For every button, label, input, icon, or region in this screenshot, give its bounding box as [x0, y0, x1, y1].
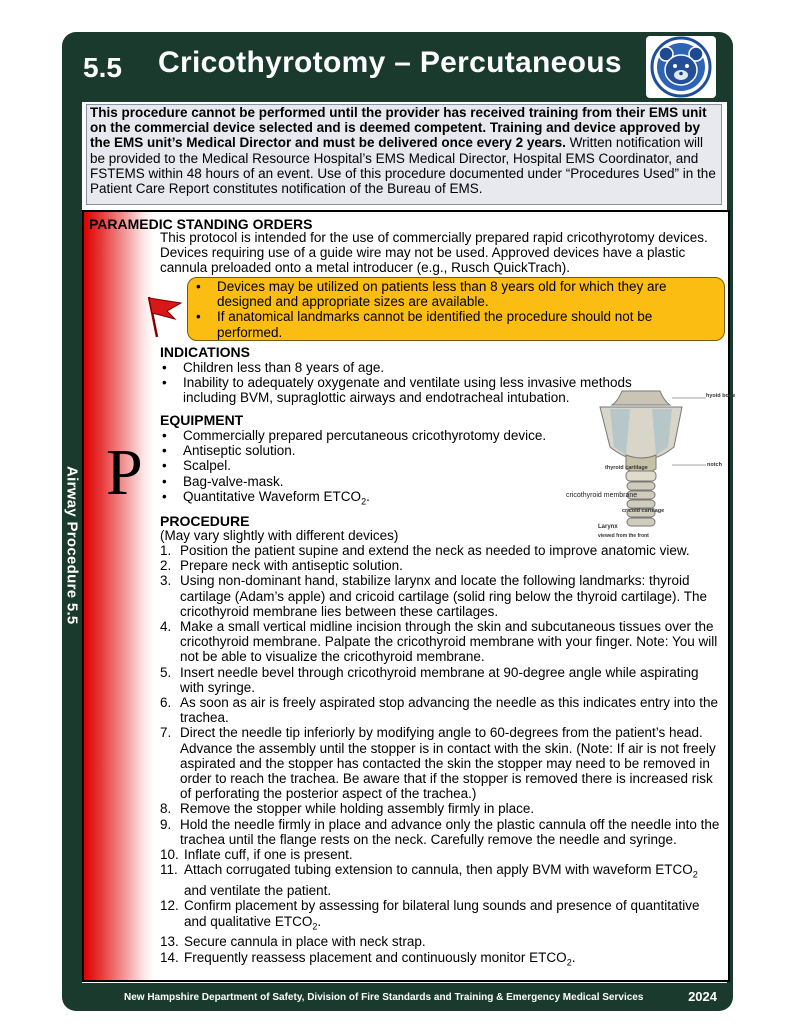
- diagram-label-thyroid: thyroid cartilage: [605, 465, 648, 471]
- diagram-label-notch: notch: [707, 462, 722, 468]
- diagram-label-cricoid: cricoid cartilage: [622, 508, 665, 514]
- training-notice: [86, 104, 722, 205]
- procedure-step: 5. Insert needle bevel through cricothyroid membrane at 90-degree angle while aspirating with syringe.: [160, 664, 699, 695]
- list-item: • Commercially prepared percutaneous cricothyrotomy device.: [162, 428, 547, 443]
- diagram-label-view: viewed from the front: [598, 533, 649, 539]
- red-flag-icon: [143, 293, 185, 339]
- list-item: • Scalpel.: [162, 458, 232, 474]
- notice-text: Written notification will be provided to the Medical Resource Hospital’s EMS Medical Director, Hospital EMS Coordinator, and FSTEMS within 48 hours of an event. Use of this procedure documented under “Procedures Used” in the Patient Care Report constitutes notification of the Bureau of EMS.: [90, 135, 716, 197]
- procedure-list: [160, 543, 720, 971]
- standing-orders-intro: This protocol is intended for the use of commercially prepared rapid cricothyrotomy devices. Devices requiring use of a guide wire may not be used. Approved devices have a plastic cannula preloaded onto a metal introducer (e.g., Rusch QuickTrach).: [160, 230, 708, 276]
- indications-heading: INDICATIONS: [160, 344, 250, 360]
- list-item: • Inability to adequately oxygenate and ventilate using less invasive methods including BVM, supraglottic airways and endotracheal intubation.: [162, 375, 632, 406]
- procedure-step: 2. Prepare neck with antiseptic solution.: [160, 558, 403, 574]
- diagram-label-larynx: Larynx: [598, 524, 618, 530]
- section-number: 5.5: [83, 52, 122, 83]
- procedure-step: 3. Using non-dominant hand, stabilize larynx and locate the following landmarks: thyroid cartilage (Adam’s apple) and cricoid cartilage (solid ring below the thyroid cartilage). The cricothyroid membrane lies between these cartilages.: [160, 573, 708, 619]
- diagram-label-hyoid: hyoid bone: [706, 393, 736, 399]
- procedure-step: 7. Direct the needle tip inferiorly by modifying angle to 60-degrees from the patient’s head. Advance the assembly until the stopper is in contact with the skin. (Note: If air is not freely aspirated and the stopper has contacted the skin the stopper may need to be removed in order to reach the trachea. Be aware that if the stopper is removed there is increased risk of perforating the posterior aspect of the trachea.): [160, 725, 716, 802]
- equipment-list: [160, 428, 580, 510]
- procedure-step: 13. Secure cannula in place with neck strap.: [160, 934, 426, 950]
- procedure-subheading: (May vary slightly with different devices): [160, 528, 399, 543]
- procedure-step: 8. Remove the stopper while holding assembly firmly in place.: [160, 801, 535, 817]
- procedure-step: 9. Hold the needle firmly in place and advance only the plastic cannula off the needle into the trachea until the flange rests on the neck. Carefully remove the needle and syringe.: [160, 816, 720, 847]
- page-title: Cricothyrotomy – Percutaneous: [158, 46, 622, 79]
- list-item: • Children less than 8 years of age.: [162, 360, 385, 375]
- footer-bar: [62, 983, 733, 1011]
- callout-item: • Devices may be utilized on patients less than 8 years old for which they are designed and appropriate sizes are available.: [196, 279, 667, 310]
- callout-item: • If anatomical landmarks cannot be identified the procedure should not be performed.: [196, 309, 653, 340]
- paramedic-level-letter: P: [106, 436, 143, 509]
- procedure-step: 1. Position the patient supine and extend the neck as needed to improve anatomic view.: [160, 543, 690, 558]
- procedure-step: 4. Make a small vertical midline incision through the skin and subcutaneous tissues over the cricothyroid membrane. Palpate the cricothyroid membrane with your finger. Note: You will not be able to visualize the cricothyroid membrane.: [160, 619, 718, 665]
- equipment-heading: EQUIPMENT: [160, 412, 244, 428]
- notice-bold-text: This procedure cannot be performed until the provider has received training from their EMS unit on the commercial device selected and is deemed competent. Training and device approved by the EMS unit’s Medical Director and must be delivered once every 2 years.: [90, 105, 707, 151]
- side-label: Airway Procedure 5.5: [63, 465, 81, 625]
- teddy-bear-icon: [646, 36, 716, 98]
- footer-year: 2024: [688, 989, 717, 1004]
- list-item: • Bag-valve-mask.: [162, 473, 284, 489]
- list-item: • Quantitative Waveform $ETCO_2$.: [162, 488, 370, 507]
- footer-text: New Hampshire Department of Safety, Division of Fire Standards and Training & Emergency Medical Services: [124, 992, 644, 1003]
- standing-orders-heading: PARAMEDIC STANDING ORDERS: [89, 216, 313, 232]
- procedure-step: 12. Confirm placement by assessing for bilateral lung sounds and presence of quantitative and qualitative $ETCO_2$.: [160, 898, 700, 932]
- procedure-step: 10. Inflate cuff, if one is present.: [160, 847, 353, 863]
- procedure-step: 14. Frequently reassess placement and continuously monitor $ETCO_2$.: [160, 949, 576, 968]
- procedure-heading: PROCEDURE: [160, 513, 250, 529]
- larynx-diagram: [560, 385, 736, 550]
- procedure-step: 11. Attach corrugated tubing extension to cannula, then apply BVM with waveform $ETCO_2$ and ventilate the patient.: [160, 862, 698, 899]
- callout-box: [187, 277, 725, 341]
- procedure-step: 6. As soon as air is freely aspirated stop advancing the needle as this indicates entry into the trachea.: [160, 695, 719, 726]
- diagram-label-membrane: cricothyroid membrane: [566, 492, 638, 499]
- list-item: • Antiseptic solution.: [162, 443, 296, 459]
